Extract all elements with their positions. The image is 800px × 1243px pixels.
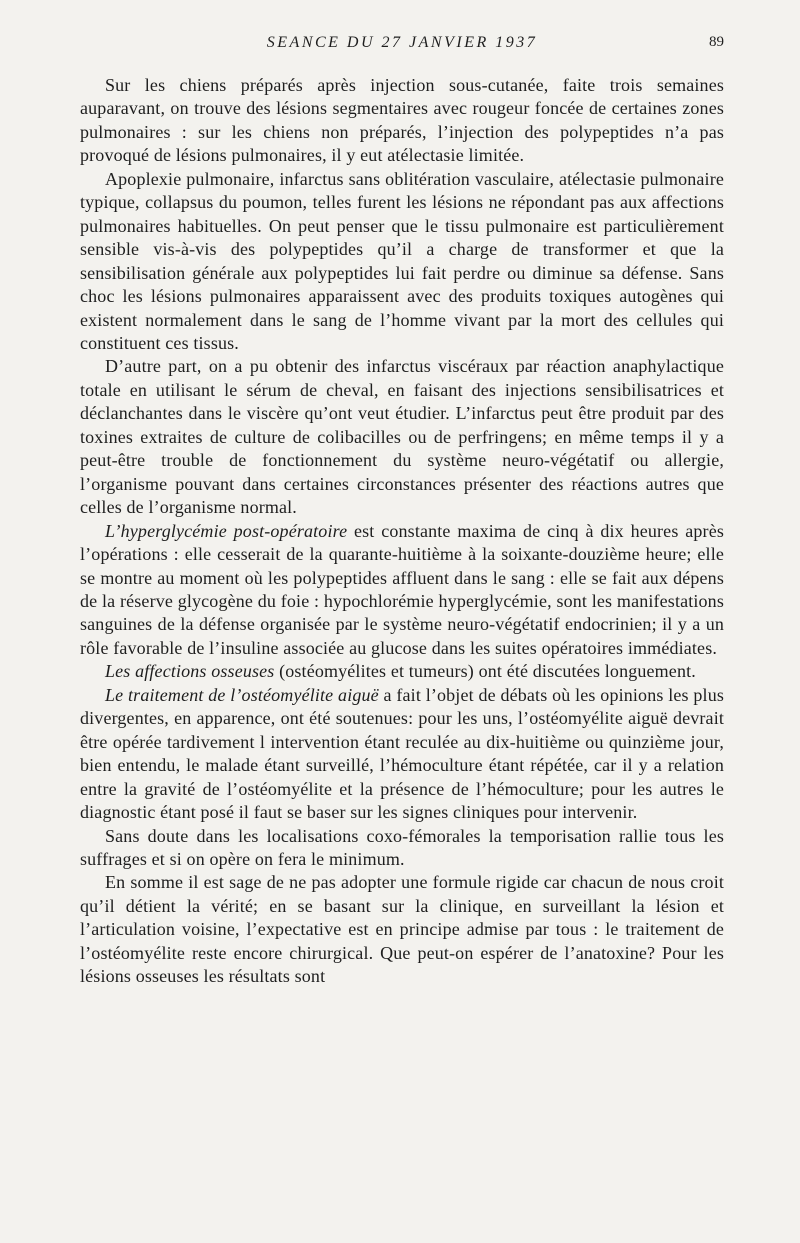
paragraph-4-text: est constante maxima de cinq à dix heures après l’opérations : elle cesserait de la quarante-huitième à la soixante-douzième heure; elle se montre au moment où les polypeptides affluent dans le sang : elle se fait aux dépens de la réserve glycogène du foie : hypochlorémie hyperglycémie, sont les manifestations sanguines de la défense organisée par le système neuro-végétatif endocrinien; il y a un rôle favorable de l’insuline associée au glucose dans les suites opératoires immédiates. [80, 520, 724, 658]
paragraph-6-title: Le traitement de l’ostéomyélite aiguë [105, 684, 379, 705]
paragraph-6 [80, 684, 724, 825]
paragraph-5 [80, 660, 724, 683]
page-number: 89 [709, 34, 724, 50]
page-header [80, 34, 724, 56]
paragraph-4-title: L’hyperglycémie post-opératoire [105, 520, 348, 541]
running-head: SEANCE DU 27 JANVIER 1937 [266, 34, 538, 51]
paragraph-1: Sur les chiens préparés après injection sous-cutanée, faite trois semaines auparavant, on trouve des lésions segmentaires avec rougeur foncée de certaines zones pulmonaires : sur les chiens non préparés, l’injection des polypeptides n’a pas provoqué de lésions pulmonaires, il y eut atélectasie limitée. [80, 75, 724, 166]
paragraph-8: En somme il est sage de ne pas adopter une formule rigide car chacun de nous croit qu’il détient la vérité; en se basant sur la clinique, en surveillant la lésion et l’articulation voisine, l’expectative est en principe admise par tous : le traitement de l’ostéomyélite reste encore chirurgical. Que peut-on espérer de l’anatoxine? Pour les lésions osseuses les résultats sont [80, 872, 724, 987]
paragraph-6-text: a fait l’objet de débats où les opinions les plus divergentes, en apparence, ont été soutenues: pour les uns, l’ostéomyélite aiguë devrait être opérée tardivement l intervention étant reculée au dix-huitième ou quinzième jour, bien entendu, le malade étant surveillé, l’hémoculture étant répétée, car il y a relation entre la gravité de l’ostéomyélite et la présence de l’hémoculture; pour les autres le diagnostic étant posé il faut se baser sur les signes cliniques pour intervenir. [80, 684, 725, 823]
paragraph-3: D’autre part, on a pu obtenir des infarctus viscéraux par réaction anaphylactique totale en utilisant le sérum de cheval, en faisant des injections sensibilisatrices et déclanchantes dans le viscère qu’ont veut étudier. L’infarctus peut être produit par des toxines extraites de culture de colibacilles ou de perfringens; en même temps il y a peut-être trouble de fonctionnement du système neuro-végétatif ou allergie, l’organisme pouvant dans certaines circonstances présenter des réactions autres que celles de l’organisme normal. [80, 356, 724, 518]
paragraph-7: Sans doute dans les localisations coxo-fémorales la temporisation rallie tous les suffrages et si on opère on fera le minimum. [80, 825, 724, 869]
paragraph-5-text: (ostéomyélites et tumeurs) ont été discutées longuement. [274, 661, 696, 682]
body-text [80, 74, 724, 989]
paragraph-2: Apoplexie pulmonaire, infarctus sans oblitération vasculaire, atélectasie pulmonaire typique, collapsus du poumon, telles furent les lésions ne répondant pas aux affections pulmonaires habituelles. On peut penser que le tissu pulmonaire est particulièrement sensible vis-à-vis des polypeptides qu’il a charge de transformer et que la sensibilisation générale aux polypeptides lui fait perdre ou diminue sa défense. Sans choc les lésions pulmonaires apparaissent avec des produits toxiques autogènes qui existent normalement dans le sang de l’homme vivant par la mort des cellules qui constituent ces tissus. [80, 168, 724, 353]
paragraph-4 [80, 520, 724, 661]
paragraph-5-title: Les affections osseuses [105, 661, 275, 682]
